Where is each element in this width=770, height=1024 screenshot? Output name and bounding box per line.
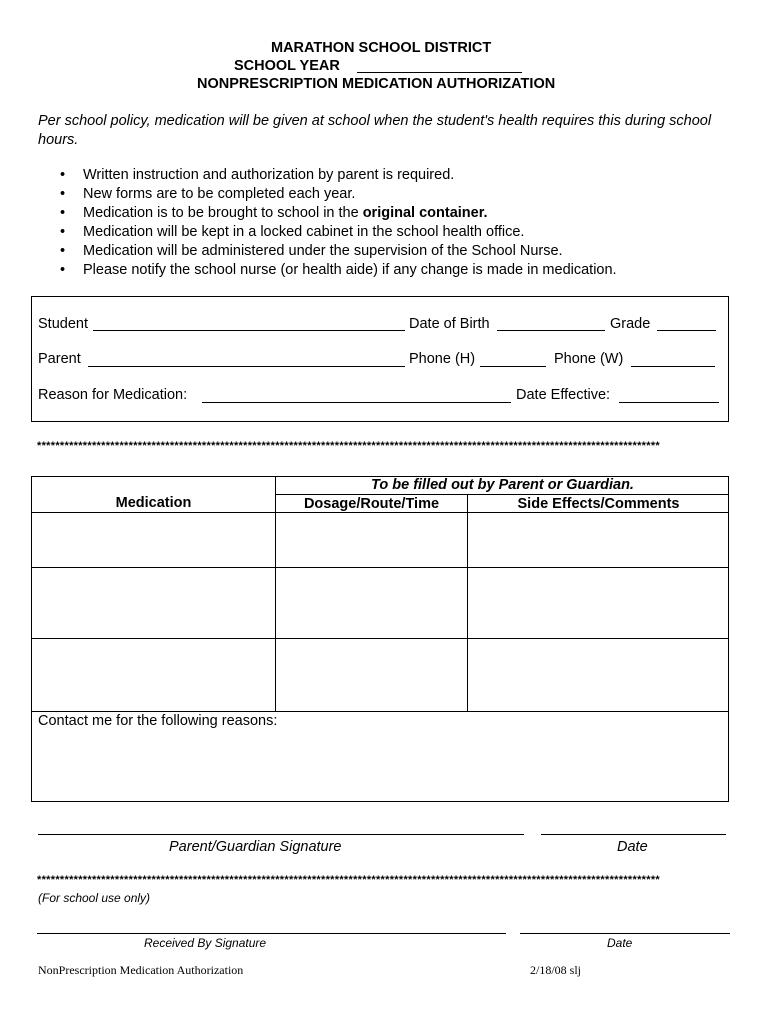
parent-field[interactable] — [88, 366, 405, 367]
rule-item: • Please notify the school nurse (or health aide) if any change is made in medication. — [60, 261, 617, 280]
row-divider — [31, 711, 729, 712]
separator-stars: **************************************************************************************************************************************** — [37, 874, 660, 886]
date-effective-field[interactable] — [619, 402, 719, 403]
separator-stars: **************************************************************************************************************************************** — [37, 440, 660, 452]
student-label: Student — [38, 316, 88, 332]
parent-signature-label: Parent/Guardian Signature — [169, 839, 342, 855]
grade-label: Grade — [610, 316, 651, 332]
parent-signature-field[interactable] — [38, 834, 524, 835]
student-info-box — [31, 296, 729, 422]
reason-field[interactable] — [202, 402, 511, 403]
side-effects-cell[interactable] — [468, 568, 728, 638]
phone-home-field[interactable] — [480, 366, 546, 367]
rules-list — [60, 166, 617, 280]
parent-label: Parent — [38, 351, 81, 367]
parent-date-field[interactable] — [541, 834, 726, 835]
received-signature-field[interactable] — [37, 933, 506, 934]
side-effects-cell[interactable] — [468, 513, 728, 567]
medication-cell[interactable] — [32, 639, 275, 711]
dob-label: Date of Birth — [409, 316, 490, 332]
policy-intro: Per school policy, medication will be given at school when the student's health requires this during school hours. — [38, 113, 712, 148]
footer-form-name: NonPrescription Medication Authorization — [38, 963, 244, 977]
district-title: MARATHON SCHOOL DISTRICT — [271, 40, 492, 56]
school-year-field[interactable] — [357, 72, 522, 73]
rule-item: • Medication is to be brought to school in the original container. — [60, 204, 617, 223]
dosage-cell[interactable] — [276, 568, 467, 638]
footer-revision: 2/18/08 slj — [530, 963, 582, 977]
grade-field[interactable] — [657, 330, 716, 331]
received-date-label: Date — [607, 936, 633, 950]
phone-home-label: Phone (H) — [409, 351, 476, 367]
phone-work-label: Phone (W) — [554, 351, 624, 367]
reason-label: Reason for Medication: — [38, 387, 188, 403]
table-caption: To be filled out by Parent or Guardian. — [371, 477, 634, 493]
received-date-field[interactable] — [520, 933, 730, 934]
header-dosage: Dosage/Route/Time — [303, 496, 440, 512]
rule-item: • Written instruction and authorization by parent is required. — [60, 166, 617, 185]
phone-work-field[interactable] — [631, 366, 715, 367]
rule-item: • Medication will be administered under the supervision of the School Nurse. — [60, 242, 617, 261]
form-title: NONPRESCRIPTION MEDICATION AUTHORIZATION — [197, 76, 556, 92]
header-side-effects: Side Effects/Comments — [517, 496, 680, 512]
rule-item: • New forms are to be completed each year. — [60, 185, 617, 204]
header-medication: Medication — [115, 495, 192, 511]
dosage-cell[interactable] — [276, 513, 467, 567]
school-use-note: (For school use only) — [38, 891, 151, 905]
received-signature-label: Received By Signature — [144, 936, 267, 950]
rule-item: • Medication will be kept in a locked cabinet in the school health office. — [60, 223, 617, 242]
school-year-label: SCHOOL YEAR — [234, 58, 340, 74]
medication-cell[interactable] — [32, 513, 275, 567]
contact-reasons-label: Contact me for the following reasons: — [38, 713, 278, 729]
dosage-cell[interactable] — [276, 639, 467, 711]
side-effects-cell[interactable] — [468, 639, 728, 711]
parent-date-label: Date — [617, 839, 648, 855]
dob-field[interactable] — [497, 330, 605, 331]
medication-cell[interactable] — [32, 568, 275, 638]
caption-divider — [275, 494, 729, 495]
contact-reasons-field[interactable] — [32, 732, 728, 801]
student-field[interactable] — [93, 330, 405, 331]
date-effective-label: Date Effective: — [516, 387, 611, 403]
